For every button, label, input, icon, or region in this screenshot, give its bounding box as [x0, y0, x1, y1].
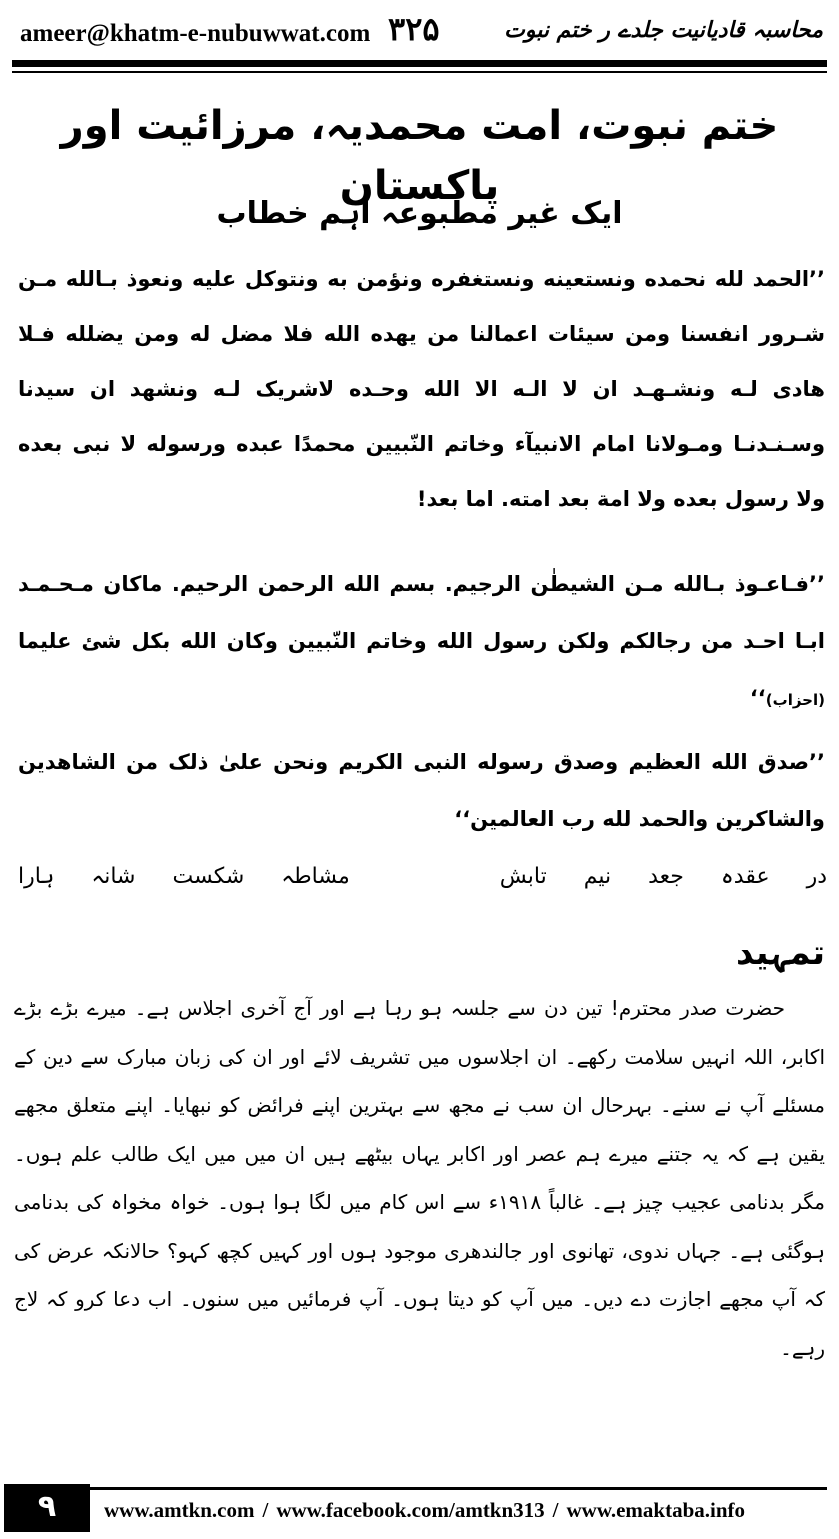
urdu-body: [14, 984, 825, 1372]
footer-rule: [90, 1487, 827, 1490]
footer-links: [104, 1498, 745, 1523]
arabic-opening-paragraph: ’’الحمد لله نحمده ونستعينه ونستغفره ونؤمن به ونتوكل عليه ونعوذ بـالله مـن شـرور انفسنا ومن سيئات اعمالنا من يهده الله فلا مضل له ومن يضلله فـلا هادى لـه ونشـهـد ان لا الـه الا الله وحـده لاشريک لـه ونشهد ان سيدنا وسـنـدنـا ومـولانا امام الانبيآء وخاتم النّبيين محمدًا عبده ورسوله لا نبى بعده ولا رسول بعده ولا امة بعد امته. اما بعد!: [18, 267, 825, 511]
page-header: [10, 4, 829, 56]
header-book-title: محاسبہ قادیانیت جلدے ر ختم نبوت: [504, 18, 823, 43]
arabic-verse-paragraph: [18, 556, 825, 729]
page-footer: [0, 1484, 839, 1539]
footer-link-emaktaba[interactable]: www.emaktaba.info: [566, 1498, 746, 1522]
page-title: ختم نبوت، امت محمدیہ، مرزائیت اور پاکستان: [60, 103, 779, 209]
verse-reference: (احزاب): [765, 691, 825, 709]
verse-first-half: در عقدہ جعد نیم تابش: [499, 864, 827, 889]
header-page-number: ۳۲۵: [388, 10, 440, 48]
closing-quote: ‘‘: [749, 686, 766, 710]
verse-second-half: مشاطہ شکست شانہ ہارا: [18, 864, 350, 889]
footer-separator: /: [262, 1498, 269, 1522]
header-rule: [12, 60, 827, 67]
poetry-verse: [18, 864, 827, 904]
footer-link-facebook[interactable]: www.facebook.com/amtkn313: [276, 1498, 545, 1522]
footer-page-number: ۹: [4, 1484, 90, 1532]
page-subtitle: ایک غیر مطبوعہ اہم خطاب: [216, 196, 623, 231]
arabic-closing-paragraph: ’’صدق الله العظيم وصدق رسوله النبى الكريم ونحن علىٰ ذلک من الشاهدين والشاكرين والحمد لله رب العالمين‘‘: [18, 750, 825, 831]
header-rule-thin: [12, 71, 827, 73]
footer-separator: /: [552, 1498, 559, 1522]
urdu-paragraph: حضرت صدر محترم! تین دن سے جلسہ ہو رہا ہے اور آج آخری اجلاس ہے۔ میرے بڑے بڑے اکابر، اللہ انہیں سلامت رکھے۔ ان اجلاسوں میں تشریف لائے اور ان کی زبان مبارک سے دین کے مسئلے آپ نے سنے۔ بہرحال ان سب نے مجھ سے بہترین اپنے فرائض کو نبھایا۔ اپنے متعلق مجھے یقین ہے کہ یہ جتنے میرے ہم عصر اور اکابر یہاں بیٹھے ہیں ان میں میں ایک طالب علم ہوں۔ مگر بدنامی عجیب چیز ہے۔ غالباً ۱۹۱۸ء سے اس کام میں لگا ہوا ہوں۔ خواہ مخواہ کی بدنامی ہوگئی ہے۔ جہاں ندوی، تھانوی اور جالندھری موجود ہوں اور کہیں کچھ کہو؟ حالانکہ عرض کی کہ آپ مجھے اجازت دے دیں۔ میں آپ کو دیتا ہوں۔ آپ فرمائیں میں سنوں۔ اب دعا کرو کہ لاج رہے۔: [14, 996, 825, 1360]
arabic-verse-text: ’’فـاعـوذ بـالله مـن الشيطٰن الرجيم. بسم الله الرحمن الرحيم. ماكان مـحـمـد ابـا احـد من رجالكم ولكن رسول الله وخاتم النّبيين وكان الله بكل شئ عليما: [18, 572, 825, 653]
header-email[interactable]: ameer@khatm-e-nubuwwat.com: [20, 20, 371, 47]
footer-link-amtkn[interactable]: www.amtkn.com: [104, 1498, 255, 1522]
section-heading: تمہید: [735, 933, 825, 973]
